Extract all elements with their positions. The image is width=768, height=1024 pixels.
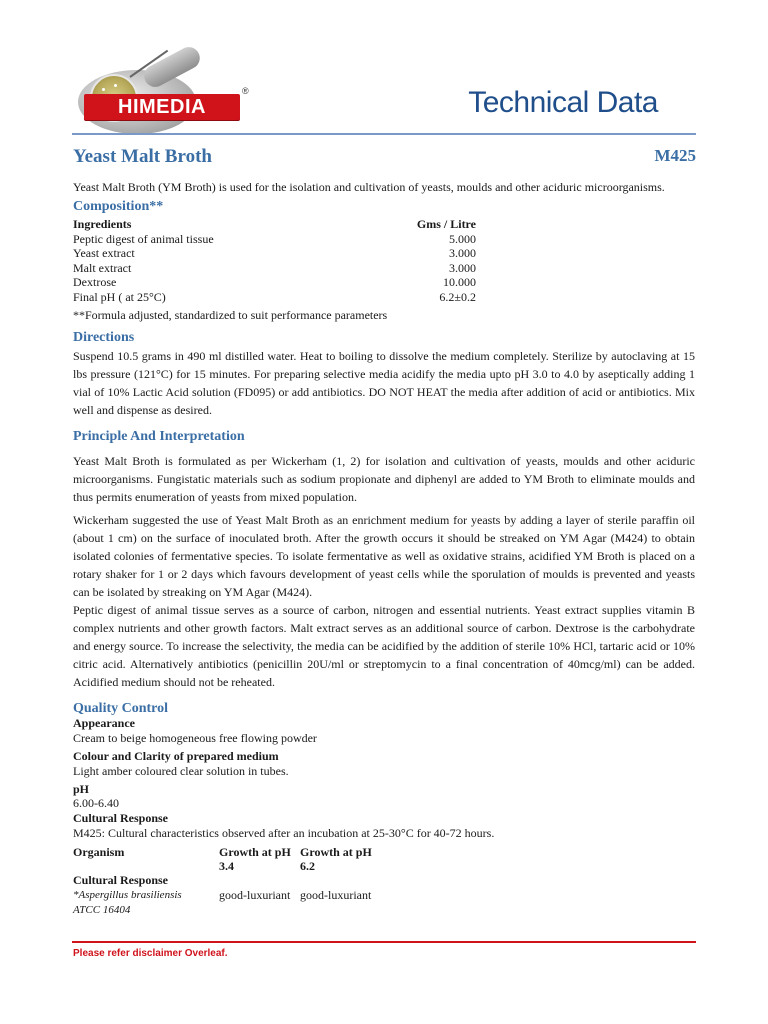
brand-name: HIMEDIA	[84, 94, 240, 120]
amount-column-header: Gms / Litre	[416, 217, 476, 231]
ph-value: 6.00-6.40	[73, 796, 119, 810]
ingredient-name: Malt extract	[73, 261, 132, 275]
growth-ph34-header-line2: 3.4	[219, 859, 234, 873]
disclaimer-note: Please refer disclaimer Overleaf.	[73, 948, 228, 959]
composition-row	[73, 261, 476, 276]
ingredient-name: Final pH ( at 25°C)	[73, 290, 166, 304]
ingredient-name: Dextrose	[73, 275, 117, 289]
quality-control-heading: Quality Control	[73, 701, 169, 716]
ingredient-amount: 6.2±0.2	[439, 290, 476, 304]
growth-ph34-value: good-luxuriant	[219, 888, 291, 902]
ingredient-amount: 5.000	[449, 232, 476, 246]
growth-ph62-value: good-luxuriant	[300, 888, 372, 902]
principle-heading: Principle And Interpretation	[73, 429, 245, 444]
growth-ph62-header-line2: 6.2	[300, 859, 315, 873]
footer-divider	[72, 941, 696, 943]
directions-text: Suspend 10.5 grams in 490 ml distilled water. Heat to boiling to dissolve the medium completely. Sterilize by autoclaving at 15 lbs pressure (121°C) for 15 minutes. For preparing selective media acidify the media upto pH 3.0 to 4.0 by aseptically adding 1 vial of 10% Lactic Acid solution (FD095) or add antibiotics. DO NOT HEAT the media after addition of acid or antibiotics. Mix well and dispense as desired.	[73, 349, 695, 417]
ph-label: pH	[73, 782, 90, 796]
document-type-title: Technical Data	[468, 86, 658, 119]
table-subheading: Cultural Response	[73, 873, 169, 887]
principle-paragraph-2: Wickerham suggested the use of Yeast Malt Broth as an enrichment medium for yeasts by adding a layer of sterile paraffin oil (about 1 cm) on the surface of inoculated broth. After the growth occurs it should be streaked on YM Agar (M424) to obtain isolated colonies of fermentative species. To isolate fermentative as well as oxidative strains, acidified YM Broth is placed on a rotary shaker for 1 or 2 days which favours development of yeast cells while the sporulation of moulds is prevented and yeasts can be isolated by streaking on YM Agar (M424).	[73, 513, 695, 599]
appearance-label: Appearance	[73, 716, 135, 730]
appearance-value: Cream to beige homogeneous free flowing powder	[73, 731, 317, 745]
growth-ph62-header-line1: Growth at pH	[300, 845, 372, 859]
registered-mark: ®	[242, 86, 249, 96]
colour-clarity-label: Colour and Clarity of prepared medium	[73, 749, 279, 763]
principle-paragraph-1: Yeast Malt Broth is formulated as per Wickerham (1, 2) for isolation and cultivation of yeasts, moulds and other aciduric microorganisms. Fungistatic materials such as sodium propionate and diphenyl are added to YM Broth to eliminate moulds and thus permits enumeration of yeasts from mixed population.	[73, 454, 695, 504]
growth-ph34-header-line1: Growth at pH	[219, 845, 291, 859]
cultural-response-text: M425: Cultural characteristics observed after an incubation at 25-30°C for 40-72 hours.	[73, 826, 495, 840]
organism-strain: ATCC 16404	[73, 904, 131, 916]
ingredients-column-header: Ingredients	[73, 217, 132, 231]
composition-row	[73, 232, 476, 247]
composition-row	[73, 290, 476, 305]
organism-name: *Aspergillus brasiliensis	[73, 889, 182, 901]
ingredient-name: Peptic digest of animal tissue	[73, 232, 214, 246]
ingredient-amount: 3.000	[449, 246, 476, 260]
composition-header-row	[73, 217, 476, 232]
product-title: Yeast Malt Broth	[73, 146, 212, 167]
ingredient-amount: 3.000	[449, 261, 476, 275]
organism-column-header: Organism	[73, 845, 125, 859]
directions-heading: Directions	[73, 330, 135, 345]
himedia-logo	[72, 46, 262, 136]
composition-row	[73, 275, 476, 290]
composition-heading: Composition**	[73, 199, 164, 214]
product-intro: Yeast Malt Broth (YM Broth) is used for the isolation and cultivation of yeasts, moulds and other aciduric microorganisms.	[73, 180, 665, 194]
composition-footnote: **Formula adjusted, standardized to suit performance parameters	[73, 308, 388, 322]
composition-row	[73, 246, 476, 261]
colour-clarity-value: Light amber coloured clear solution in tubes.	[73, 764, 289, 778]
ingredient-name: Yeast extract	[73, 246, 135, 260]
principle-paragraph-3: Peptic digest of animal tissue serves as a source of carbon, nitrogen and essential nutrients. Yeast extract supplies vitamin B complex nutrients and other growth factors. Malt extract serves as an additional source of carbon. Dextrose is the carbohydrate and energy source. To increase the selectivity, the media can be acidified by the addition of sterile 10% HCl, tartaric acid or 10% citric acid. Alternatively antibiotics (penicillin 20U/ml or streptomycin to a final concentration of 40mcg/ml) can be added. Acidified medium should not be reheated.	[73, 603, 695, 689]
ingredient-amount: 10.000	[443, 275, 476, 289]
cultural-response-label: Cultural Response	[73, 811, 169, 825]
product-code: M425	[654, 146, 696, 165]
header-divider	[72, 133, 696, 135]
